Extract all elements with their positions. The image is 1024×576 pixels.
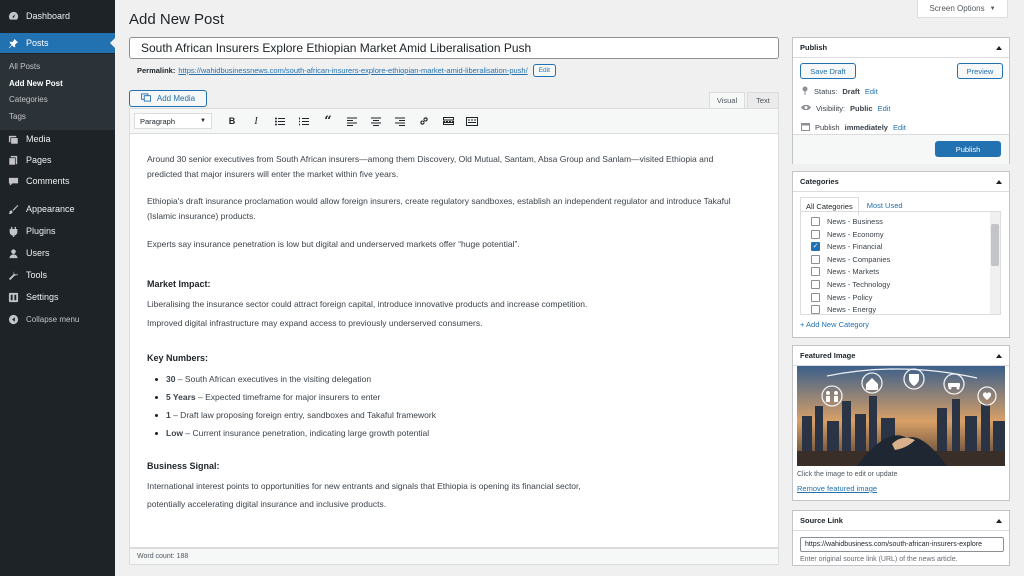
- list-item: [155, 374, 371, 384]
- paragraph: Ethiopia's draft insurance proclamation would allow foreign insurers, create regulatory sandboxes, establish an independent regulator and introduce Takaful (Islamic insurance) products.: [147, 196, 731, 221]
- list-item-bold: 5 Years: [166, 392, 196, 402]
- visibility-label: Visibility:: [816, 104, 846, 113]
- status-label: Status:: [814, 87, 838, 96]
- category-checkbox[interactable]: [811, 305, 820, 314]
- schedule-edit-link[interactable]: Edit: [892, 123, 906, 132]
- category-item[interactable]: [811, 293, 872, 302]
- category-item[interactable]: [811, 267, 879, 276]
- word-count: Word count: 188: [129, 548, 779, 565]
- italic-icon[interactable]: I: [254, 115, 258, 127]
- menu-settings[interactable]: [0, 287, 115, 307]
- pin-icon: [801, 86, 809, 97]
- category-label: News - Companies: [827, 254, 891, 264]
- menu-plugins[interactable]: [0, 221, 115, 241]
- menu-tools[interactable]: [0, 265, 115, 285]
- category-item[interactable]: [811, 242, 882, 251]
- paragraph: International interest points to opportunities for new entrants and signals that Ethiopia is opening its financial sector,: [147, 481, 581, 491]
- category-label: News - Policy: [827, 292, 873, 302]
- publish-button[interactable]: Publish: [935, 141, 1001, 157]
- paragraph: potentially accelerating digital insurance and inclusive products.: [147, 499, 387, 509]
- dashboard-icon: [7, 10, 19, 22]
- list-item-text: – Current insurance penetration, indicating large growth potential: [183, 428, 430, 438]
- menu-collapse[interactable]: [0, 309, 115, 329]
- add-new-category-link[interactable]: + Add New Category: [800, 320, 869, 329]
- settings-icon: [7, 291, 19, 303]
- schedule-label: Publish: [815, 123, 840, 132]
- category-checkbox[interactable]: [811, 267, 820, 276]
- menu-label: Comments: [26, 176, 70, 186]
- menu-media[interactable]: [0, 129, 115, 149]
- format-select[interactable]: [134, 113, 212, 129]
- link-icon[interactable]: [412, 111, 436, 131]
- status-edit-link[interactable]: Edit: [864, 87, 878, 96]
- menu-label: Media: [26, 134, 51, 144]
- eye-icon: [801, 104, 811, 113]
- category-checkbox[interactable]: [811, 217, 820, 226]
- schedule-row: [801, 122, 906, 133]
- heading: Market Impact:: [147, 279, 211, 289]
- posts-submenu: [0, 54, 115, 130]
- featured-image-note: Click the image to edit or update: [797, 471, 898, 478]
- categories-box: [792, 171, 1010, 338]
- category-label: News - Business: [827, 217, 883, 226]
- caret-down-icon: ▼: [989, 5, 996, 12]
- menu-label: Tools: [26, 270, 48, 280]
- wrench-icon: [7, 269, 19, 281]
- paragraph: Liberalising the insurance sector could attract foreign capital, introduce innovative products and increase competition.: [147, 299, 588, 309]
- add-media-button[interactable]: [129, 90, 207, 107]
- caret-up-icon[interactable]: [996, 180, 1002, 184]
- scrollbar-thumb[interactable]: [991, 224, 999, 266]
- box-title: Source Link: [800, 516, 843, 525]
- box-title: Categories: [800, 177, 839, 186]
- menu-label: Plugins: [26, 226, 56, 236]
- screen-options-button[interactable]: [917, 0, 1008, 18]
- menu-comments[interactable]: [0, 171, 115, 191]
- category-checklist: [800, 211, 1001, 315]
- category-checkbox[interactable]: [811, 280, 820, 289]
- scrollbar[interactable]: [990, 212, 1000, 314]
- list-item: [155, 428, 429, 438]
- toolbar-toggle-icon[interactable]: [460, 111, 484, 131]
- menu-label: Settings: [26, 292, 59, 302]
- permalink-label: Permalink:: [137, 66, 176, 75]
- screen-options-label: Screen Options: [929, 4, 985, 13]
- format-value: Paragraph: [140, 116, 176, 126]
- category-item[interactable]: [811, 230, 884, 239]
- caret-up-icon[interactable]: [996, 46, 1002, 50]
- category-label: News - Energy: [827, 305, 877, 315]
- menu-posts[interactable]: [0, 33, 115, 53]
- category-checkbox[interactable]: [811, 230, 820, 239]
- tab-most-used[interactable]: Most Used: [866, 201, 903, 210]
- source-link-box: [792, 510, 1010, 566]
- paragraph: Improved digital infrastructure may expand access to previously underserved consumers.: [147, 318, 483, 328]
- menu-label: Users: [26, 248, 50, 258]
- status-row: [801, 86, 878, 97]
- visibility-edit-link[interactable]: Edit: [877, 104, 891, 113]
- pin-icon: [7, 37, 19, 49]
- list-item-text: – South African executives in the visiting delegation: [175, 374, 372, 384]
- box-title: Featured Image: [800, 351, 856, 360]
- admin-sidebar: [0, 0, 115, 576]
- publish-box: [792, 37, 1010, 164]
- quote-icon[interactable]: “: [324, 113, 332, 129]
- source-link-header[interactable]: [793, 511, 1009, 531]
- heading: Business Signal:: [147, 461, 220, 471]
- status-value: Draft: [842, 87, 860, 96]
- category-label: News - Financial: [827, 242, 883, 252]
- add-media-label: Add Media: [156, 94, 196, 103]
- visibility-value: Public: [850, 104, 873, 113]
- menu-pages[interactable]: [0, 150, 115, 170]
- calendar-icon: [801, 122, 810, 133]
- permalink-row: [137, 64, 556, 77]
- submenu-add-new-post[interactable]: Add New Post: [9, 79, 63, 88]
- main-content: [115, 0, 1024, 576]
- post-title-input[interactable]: South African Insurers Explore Ethiopian Market Amid Liberalisation Push: [129, 37, 779, 59]
- category-checkbox[interactable]: [811, 255, 820, 264]
- submenu-tags[interactable]: Tags: [9, 112, 26, 121]
- source-note: Enter original source link (URL) of the news article.: [800, 556, 958, 563]
- list-item-bold: 1: [166, 410, 171, 420]
- media-icon: [141, 93, 152, 104]
- bold-icon[interactable]: B: [228, 116, 236, 126]
- menu-label: Collapse menu: [26, 314, 80, 324]
- featured-image-box: [792, 345, 1010, 501]
- align-center-icon[interactable]: [364, 111, 388, 131]
- tab-all-categories[interactable]: All Categories: [800, 197, 859, 216]
- list-item-bold: Low: [166, 428, 183, 438]
- editor-toolbar: [129, 108, 779, 134]
- list-item: [155, 392, 380, 402]
- heading: Key Numbers:: [147, 353, 209, 363]
- tab-text[interactable]: Text: [747, 92, 779, 108]
- comment-icon: [7, 175, 19, 187]
- permalink-link[interactable]: https://wahidbusinessnews.com/south-african-insurers-explore-ethiopian-market-amid-liberalisation-push/: [178, 66, 528, 75]
- categories-box-header[interactable]: [793, 172, 1009, 192]
- read-more-icon[interactable]: [436, 111, 460, 131]
- category-item[interactable]: [811, 280, 890, 289]
- submenu-all-posts[interactable]: All Posts: [9, 62, 41, 71]
- caret-up-icon[interactable]: [996, 354, 1002, 358]
- editor-content[interactable]: [129, 134, 779, 548]
- caret-up-icon[interactable]: [996, 519, 1002, 523]
- list-item-text: – Draft law proposing foreign entry, sandboxes and Takaful framework: [170, 410, 436, 420]
- preview-button[interactable]: Preview: [957, 63, 1003, 79]
- menu-label: Pages: [26, 155, 52, 165]
- menu-label: Appearance: [26, 204, 75, 214]
- bullet-list-icon[interactable]: [268, 111, 292, 131]
- source-url-input[interactable]: https://wahidbusiness.com/south-african-insurers-explore: [800, 537, 1004, 552]
- list-item: [155, 410, 436, 420]
- paragraph: Around 30 senior executives from South African insurers—among them Discovery, Old Mutual, Santam, Absa Group and Sanlam—visited Ethiopia and predicted that major insurers will enter the market within five years.: [147, 154, 714, 179]
- remove-featured-image-link[interactable]: Remove featured image: [797, 484, 878, 493]
- brush-icon: [7, 203, 19, 215]
- menu-dashboard[interactable]: [0, 6, 115, 26]
- menu-label: Posts: [26, 38, 49, 48]
- category-item[interactable]: [811, 305, 876, 314]
- align-right-icon[interactable]: [388, 111, 412, 131]
- menu-appearance[interactable]: [0, 199, 115, 219]
- media-icon: [7, 133, 19, 145]
- category-item[interactable]: [811, 255, 890, 264]
- category-label: News - Technology: [827, 280, 891, 289]
- tab-visual[interactable]: Visual: [709, 92, 745, 108]
- schedule-value: immediately: [844, 123, 888, 132]
- menu-users[interactable]: [0, 243, 115, 263]
- numbered-list-icon[interactable]: [292, 111, 316, 131]
- list-item-text: – Expected timeframe for major insurers to enter: [195, 392, 381, 402]
- list-item-bold: 30: [166, 374, 176, 384]
- save-draft-button[interactable]: Save Draft: [800, 63, 856, 79]
- collapse-icon: [7, 313, 19, 325]
- pages-icon: [7, 154, 19, 166]
- paragraph: Experts say insurance penetration is low but digital and underserved markets offer “huge potential”.: [147, 239, 520, 249]
- publish-box-header[interactable]: [793, 38, 1009, 58]
- caret-down-icon: ▼: [200, 118, 206, 124]
- category-checkbox[interactable]: ✓: [812, 243, 819, 251]
- featured-image-header[interactable]: [793, 346, 1009, 366]
- category-checkbox[interactable]: [811, 293, 820, 302]
- featured-image[interactable]: [797, 366, 1005, 466]
- permalink-edit-button[interactable]: Edit: [533, 64, 556, 77]
- page-title: Add New Post: [129, 11, 225, 28]
- box-title: Publish: [800, 43, 828, 52]
- submenu-categories[interactable]: Categories: [9, 95, 48, 104]
- category-label: News - Economy: [827, 229, 884, 239]
- category-item[interactable]: [811, 217, 883, 226]
- menu-label: Dashboard: [26, 11, 71, 21]
- visibility-row: [801, 104, 891, 113]
- align-left-icon[interactable]: [340, 111, 364, 131]
- users-icon: [7, 247, 19, 259]
- plugin-icon: [7, 225, 19, 237]
- category-label: News - Markets: [827, 267, 880, 277]
